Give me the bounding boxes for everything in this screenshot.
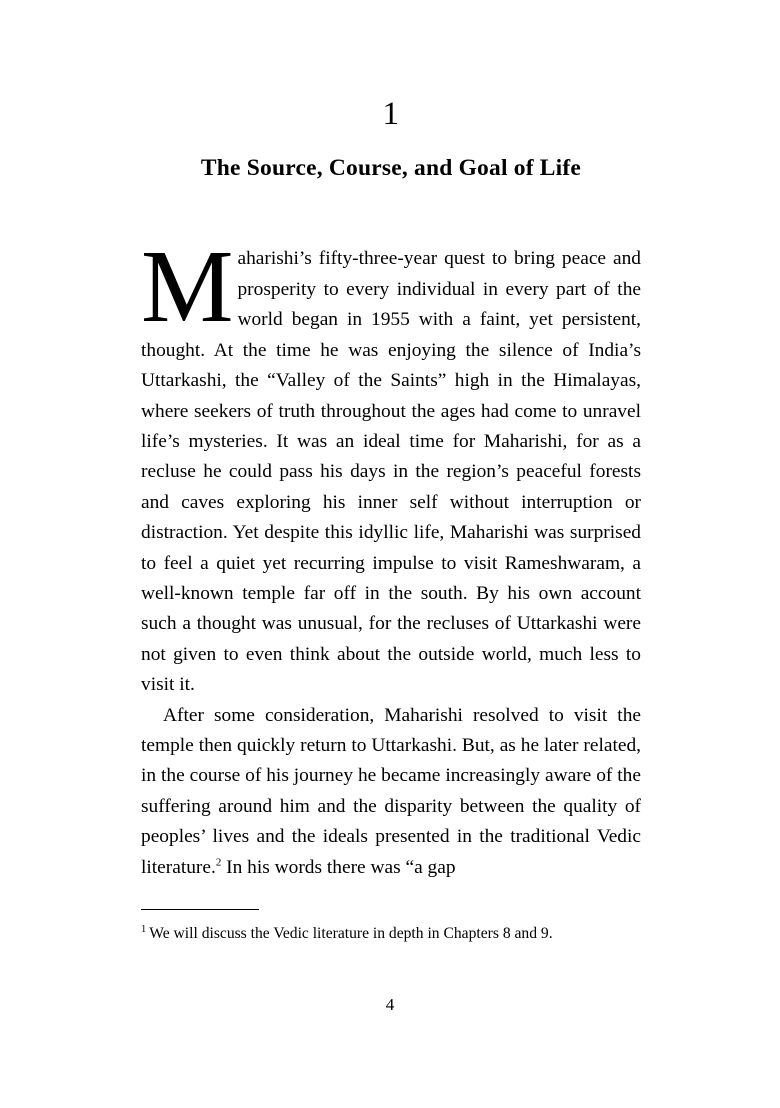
chapter-number: 1 bbox=[382, 96, 400, 132]
drop-cap-letter: M bbox=[141, 229, 234, 345]
paragraph-second bbox=[141, 701, 641, 883]
paragraph-second-text-b: In his words there was “a gap bbox=[221, 856, 456, 878]
footnote-reference-marker: 2 bbox=[215, 856, 222, 869]
footnote-marker: 1 bbox=[141, 924, 147, 936]
paragraph-second-text-a: After some consideration, Maharishi resolved to visit the temple then quickly return to Uttarkashi. But, as he later related, in the course of his journey he became increasingly aware of the suffering around him and the disparity between the quality of peoples’ lives and the ideals presented in the traditional Vedic literature. bbox=[141, 704, 641, 878]
paragraph-first-text: aharishi’s fifty-three-year quest to bring peace and prosperity to every individual in every part of the world began in 1955 with a faint, yet persistent, thought. At the time he was enjoying the silence of India’s Uttarkashi, the “Valley of the Saints” high in the Himalayas, where seekers of truth throughout the ages had come to unravel life’s mysteries. It was an ideal time for Maharishi, for as a recluse he could pass his days in the region’s peaceful forests and caves exploring his inner self without interruption or distraction. Yet despite this idyllic life, Maharishi was surprised to feel a quiet yet recurring impulse to visit Rameshwaram, a well-known temple far off in the south. By his own account such a thought was unusual, for the recluses of Uttarkashi were not given to even think about the outside world, much less to visit it. bbox=[141, 248, 641, 696]
footnote-separator bbox=[141, 909, 259, 910]
footnote-text: We will discuss the Vedic literature in depth in Chapters 8 and 9. bbox=[149, 925, 553, 943]
page-content bbox=[141, 96, 641, 944]
paragraph-first bbox=[141, 229, 641, 700]
page-number: 4 bbox=[385, 995, 395, 1014]
chapter-title: The Source, Course, and Goal of Life bbox=[200, 155, 582, 182]
footnote bbox=[141, 919, 641, 944]
